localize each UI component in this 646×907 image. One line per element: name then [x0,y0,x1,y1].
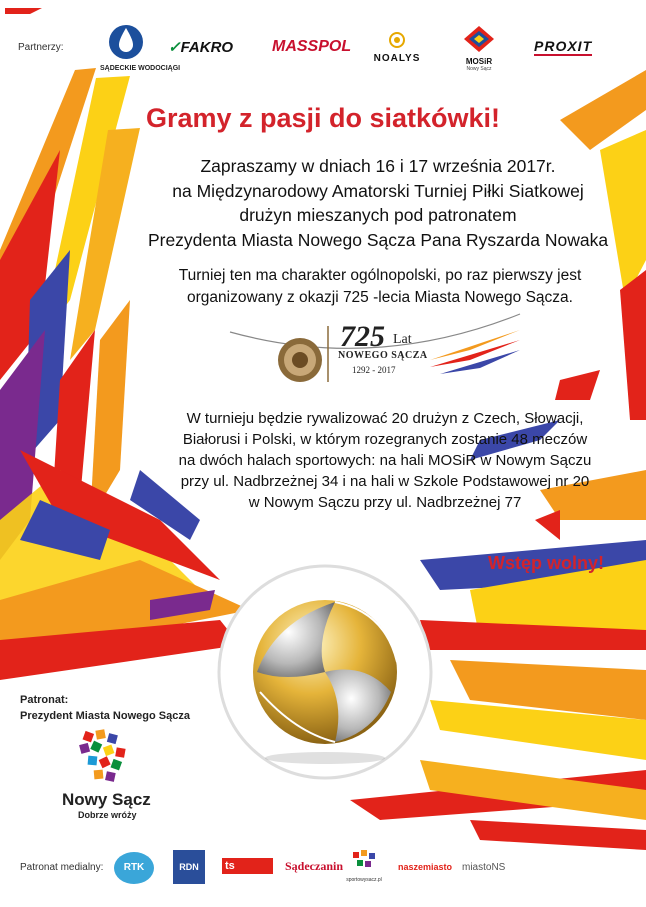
naszemiasto-logo: naszemiasto [398,862,453,872]
logo-name: FAKRO [180,39,234,56]
fakro-mark-icon: ✓ [168,39,181,56]
details-text [150,408,620,513]
about-text [130,265,630,309]
city-logo-tagline: Dobrze wróży [78,810,137,820]
nowy-sacz-hand-icon [76,728,132,784]
fakro-logo [168,38,233,56]
patronage [20,692,190,724]
about-line: Turniej ten ma charakter ogólnopolski, po raz pierwszy jest [178,267,582,284]
sun-icon [385,30,409,48]
details-line: w Nowym Sączu przy ul. Nadbrzeżnej 77 [248,494,522,511]
logo-name: MOSiR [465,57,493,66]
rtk-logo: RTK [114,852,154,884]
intro-text [110,154,646,252]
anniversary-lat: Lat [393,332,412,347]
city-logo-name: Nowy Sącz [62,790,151,809]
free-entry-label: Wstęp wolny! [488,553,604,573]
headline: Gramy z pasji do siatkówki! [145,103,501,133]
intro-line: drużyn mieszanych pod patronatem [239,205,517,225]
details-line: na dwóch halach sportowych: na hali MOSiR w Nowym Sączu [178,452,592,469]
rdn-logo: RDN [173,850,205,884]
mosir-logo [462,26,496,72]
sadeckie-wodociagi-logo [100,22,181,72]
media-label: Patronat medialny: [20,862,104,873]
partners-label: Partnerzy: [18,42,64,53]
anniversary-years: 1292 - 2017 [352,365,396,375]
details-line: W turnieju będzie rywalizować 20 drużyn z Czech, Słowacji, [186,410,584,427]
proxit-logo: PROXIT [534,38,593,54]
anniversary-number: 725 [340,320,385,353]
logo-name: sportowysacz.pl [346,877,382,883]
details-line: przy ul. Nadbrzeżnej 34 i na hali w Szkole Podstawowej nr 20 [180,473,590,490]
details-line: Białorusi i Polski, w którym rozegranych zostanie 48 meczów [182,431,588,448]
sportowysacz-logo [346,848,382,883]
logo-sub: Nowy Sącz [466,66,492,72]
intro-line: na Międzynarodowy Amatorski Turniej Piłki Siatkowej [172,180,584,201]
intro-line: Prezydenta Miasta Nowego Sącza Pana Ryszarda Nowaka [147,229,609,250]
anniversary-city: NOWEGO SĄCZA [338,350,428,361]
water-drop-icon [106,22,146,60]
mosir-mark-icon [464,26,494,52]
logo-name: NOALYS [373,53,421,64]
patronage-name: Prezydent Miasta Nowego Sącza [20,710,190,722]
logo-name: SĄDECKIE WODOCIĄGI [100,65,181,72]
intro-line: Zapraszamy w dniach 16 i 17 września 2017r. [200,156,556,176]
volleyball-icon [215,562,435,782]
masspol-logo: MASSPOL [272,38,352,55]
about-line: organizowany z okazji 725 -lecia Miasta Nowego Sącza. [187,289,573,306]
ts-logo: ts [222,858,273,874]
sport-hand-icon [351,848,377,872]
noalys-logo [366,30,428,64]
patronage-label: Patronat: [20,694,69,706]
sadeczanin-logo: Sądeczanin [285,859,344,873]
miastons-logo: miastoNS [462,862,506,873]
